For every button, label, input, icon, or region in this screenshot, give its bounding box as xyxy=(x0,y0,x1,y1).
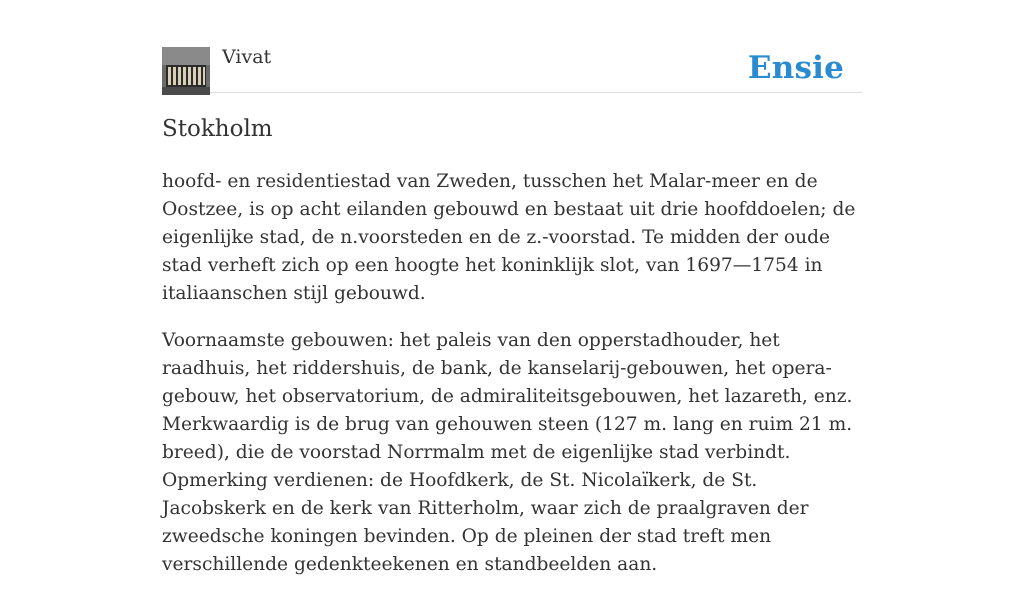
author-avatar[interactable] xyxy=(162,47,210,95)
article-title: Stokholm xyxy=(162,116,273,142)
author-name-link[interactable]: Vivat xyxy=(222,46,272,68)
avatar-image-icon xyxy=(162,47,210,95)
page xyxy=(162,0,862,575)
article-body xyxy=(162,168,862,598)
article-paragraph: hoofd- en residentiestad van Zweden, tusschen het Malar-meer en de Oostzee, is op acht eilanden gebouwd en bestaat uit drie hoofddoelen; de eigenlijke stad, de n.voorsteden en de z.-voorstad. Te midden der oude stad verheft zich op een hoogte het koninklijk slot, van 1697—1754 in italiaanschen stijl gebouwd. xyxy=(162,171,856,304)
article-paragraph: Voornaamste gebouwen: het paleis van den opperstadhouder, het raadhuis, het riddershuis, de bank, de kanselarij-gebouwen, het opera-gebouw, het observatorium, de admiraliteitsgebouwen, het lazareth, enz. Merkwaardig is de brug van gehouwen steen (127 m. lang en ruim 21 m. breed), die de voorstad Norrmalm met de eigenlijke stad verbindt. Opmerking verdienen: de Hoofdkerk, de St. Nicolaïkerk, de St. Jacobskerk en de kerk van Ritterholm, waar zich de praalgraven der zweedsche koningen bevinden. Op de pleinen der stad treft men verschillende gedenkteekenen en standbeelden aan. xyxy=(162,330,853,575)
header xyxy=(162,0,862,93)
brand-logo-link[interactable]: Ensie xyxy=(747,50,844,86)
